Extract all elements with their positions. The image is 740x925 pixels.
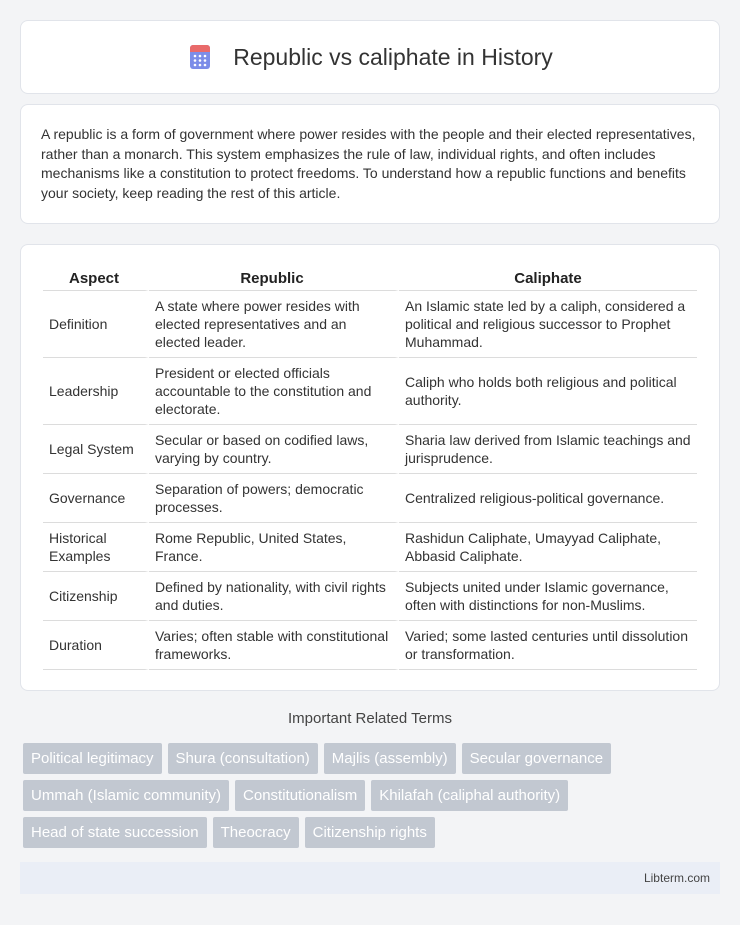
cell-aspect: Leadership	[43, 358, 149, 425]
related-terms-list	[23, 743, 723, 854]
cell-aspect: Duration	[43, 621, 149, 670]
term-tag[interactable]: Citizenship rights	[305, 817, 435, 848]
footer	[20, 862, 720, 894]
column-header-republic: Republic	[149, 264, 399, 291]
term-tag[interactable]: Constitutionalism	[235, 780, 365, 811]
cell-aspect: Definition	[43, 291, 149, 358]
cell-caliphate: Rashidun Caliphate, Umayyad Caliphate, Abbasid Caliphate.	[399, 523, 697, 572]
term-tag[interactable]: Political legitimacy	[23, 743, 162, 774]
intro-card	[20, 104, 720, 224]
cell-caliphate: Varied; some lasted centuries until dissolution or transformation.	[399, 621, 697, 670]
term-tag[interactable]: Ummah (Islamic community)	[23, 780, 229, 811]
cell-caliphate: An Islamic state led by a caliph, considered a political and religious successor to Prophet Muhammad.	[399, 291, 697, 358]
cell-caliphate: Sharia law derived from Islamic teachings and jurisprudence.	[399, 425, 697, 474]
table-header-row	[43, 264, 697, 291]
table-row	[43, 474, 697, 523]
calculator-icon	[187, 44, 213, 70]
table-row	[43, 572, 697, 621]
intro-text: A republic is a form of government where power resides with the people and their elected representatives, rather than a monarch. This system emphasizes the rule of law, individual rights, and often includes mechanisms like a constitution to protect freedoms. To understand how a republic functions and benefits your society, keep reading the rest of this article.	[41, 126, 696, 201]
page-title: Republic vs caliphate in History	[233, 43, 553, 70]
cell-caliphate: Centralized religious-political governance.	[399, 474, 697, 523]
cell-republic: Defined by nationality, with civil rights and duties.	[149, 572, 399, 621]
term-tag[interactable]: Majlis (assembly)	[324, 743, 456, 774]
cell-aspect: Governance	[43, 474, 149, 523]
comparison-card	[20, 244, 720, 691]
cell-republic: A state where power resides with elected representatives and an elected leader.	[149, 291, 399, 358]
cell-aspect: Citizenship	[43, 572, 149, 621]
table-row	[43, 425, 697, 474]
cell-aspect: Legal System	[43, 425, 149, 474]
footer-site-link[interactable]: Libterm.com	[643, 871, 710, 885]
header-card	[20, 20, 720, 94]
cell-republic: Varies; often stable with constitutional frameworks.	[149, 621, 399, 670]
cell-aspect: Historical Examples	[43, 523, 149, 572]
cell-republic: Rome Republic, United States, France.	[149, 523, 399, 572]
cell-republic: Secular or based on codified laws, varying by country.	[149, 425, 399, 474]
cell-caliphate: Caliph who holds both religious and political authority.	[399, 358, 697, 425]
column-header-caliphate: Caliphate	[399, 264, 697, 291]
comparison-table	[43, 264, 697, 670]
term-tag[interactable]: Secular governance	[462, 743, 611, 774]
related-terms-title: Important Related Terms	[288, 710, 452, 727]
table-row	[43, 621, 697, 670]
cell-republic: President or elected officials accountable to the constitution and electorate.	[149, 358, 399, 425]
term-tag[interactable]: Shura (consultation)	[168, 743, 318, 774]
table-row	[43, 523, 697, 572]
table-row	[43, 291, 697, 358]
term-tag[interactable]: Khilafah (caliphal authority)	[371, 780, 568, 811]
cell-republic: Separation of powers; democratic processes.	[149, 474, 399, 523]
term-tag[interactable]: Theocracy	[213, 817, 299, 848]
table-row	[43, 358, 697, 425]
term-tag[interactable]: Head of state succession	[23, 817, 207, 848]
cell-caliphate: Subjects united under Islamic governance, often with distinctions for non-Muslims.	[399, 572, 697, 621]
column-header-aspect: Aspect	[43, 264, 149, 291]
